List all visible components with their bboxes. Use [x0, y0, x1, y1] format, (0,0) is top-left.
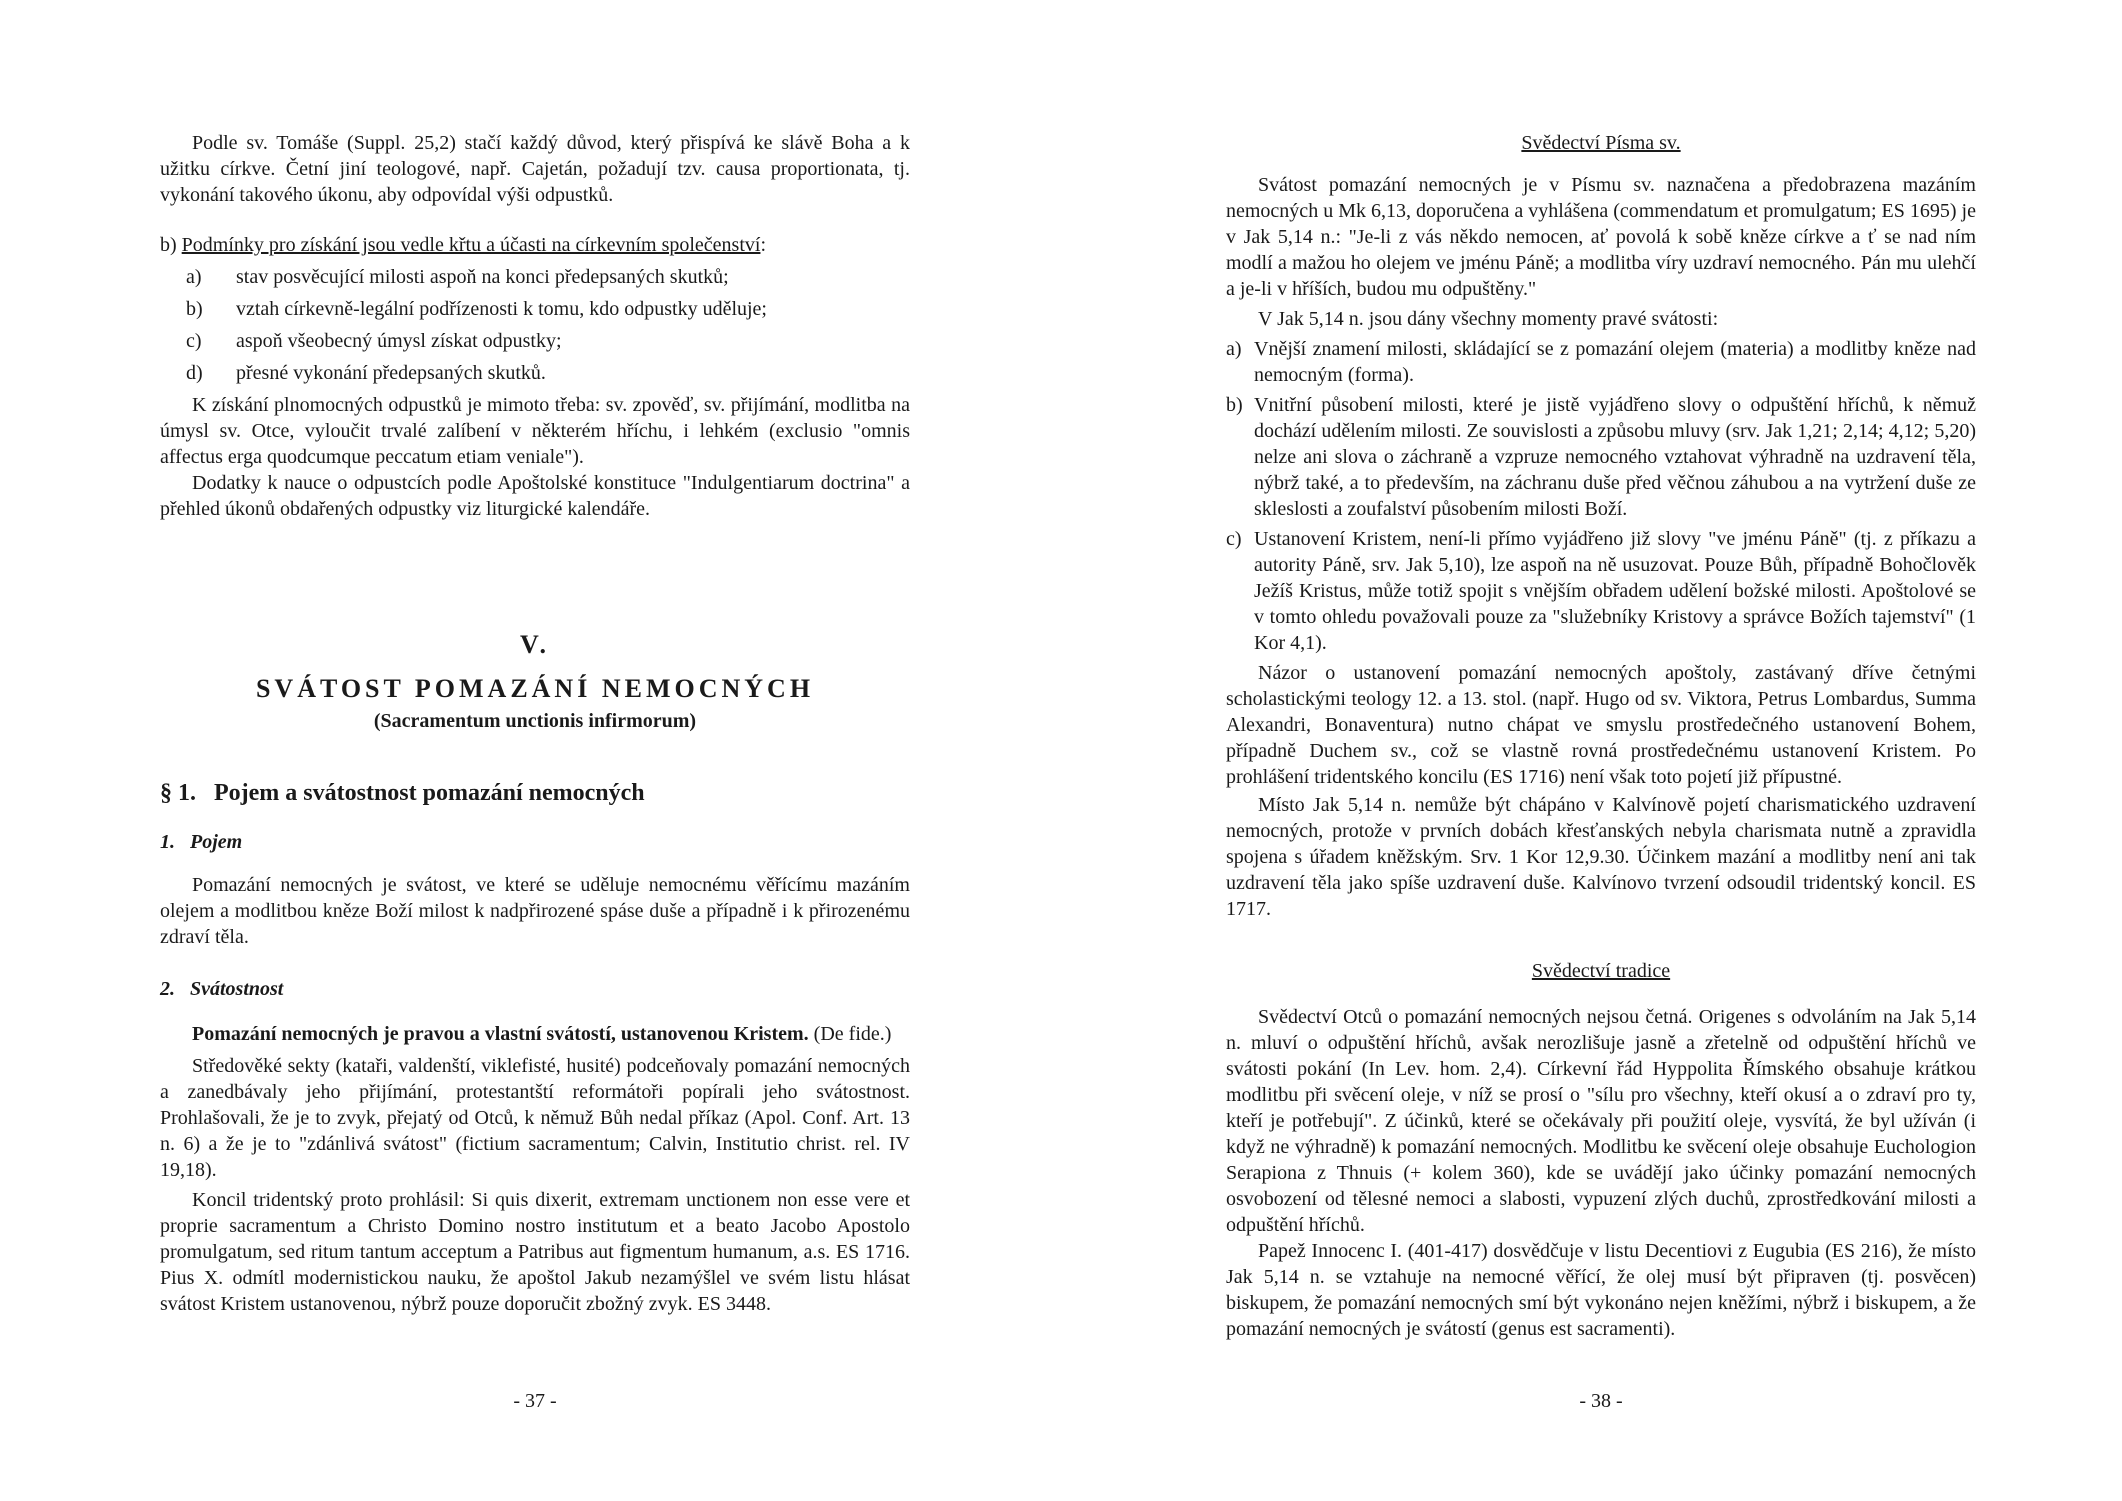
list-item: c) Ustanovení Kristem, není-li přímo vyjádřeno již slovy "ve jménu Páně" (tj. z příkazu a autority Páně, srv. Jak 5,10), lze aspoň na ně usuzovat. Pouze Bůh, případně Bohočlověk Ježíš Kristus, může totiž spojit s vnějším obřadem udělení božské milosti. Apoštolové se v tomto ohledu považovali pouze za "služebníky Kristovy a správce Božích tajemství" (1 Kor 4,1). — [1226, 528, 1976, 654]
right-page — [1226, 0, 1976, 1501]
page-number: - 37 - — [513, 1390, 557, 1412]
heading-scripture: Svědectví Písma sv. — [1521, 132, 1681, 154]
sects-paragraph: Středověké sekty (kataři, valdenští, viklefisté, husité) podceňovaly pomazání nemocných a zanedbávaly jeho přijímání, protestantští reformátoři popírali jeho svátostnost. Prohlašovali, že je to zvyk, přejatý od Otců, k němuž Bůh nedal příkaz (Apol. Conf. Art. 13 n. 6) a že je to "zdánlivá svátost" (fictium sacramentum; Calvin, Institutio christ. rel. IV 19,18). — [160, 1055, 910, 1181]
intro-paragraph: Podle sv. Tomáše (Suppl. 25,2) stačí každý důvod, který přispívá ke slávě Boha a k užitku církve. Četní jiní teologové, např. Cajetán, požadují tzv. causa proportionata, tj. vykonání takového úkonu, aby odpovídal výši odpustků. — [160, 132, 910, 206]
subheading-svatostnost: 2. Svátostnost — [160, 978, 284, 1000]
conditions-heading: b) Podmínky pro získání jsou vedle křtu a účasti na církevním společenství: — [160, 234, 767, 256]
scripture-paragraph: Svátost pomazání nemocných je v Písmu sv. naznačena a předobrazena mazáním nemocných u Mk 6,13, doporučena a vyhlášena (commendatum et promulgatum; ES 1695) je v Jak 5,14 n.: "Je-li z vás někdo nemocen, ať povolá k sobě kněze církve a ť se nad ním modlí a mažou ho olejem ve jménu Páně; a modlitba víry uzdraví nemocného. Pán mu ulehčí a je-li v hříších, budou mu odpuštěny." — [1226, 174, 1976, 300]
thesis-paragraph: Pomazání nemocných je pravou a vlastní svátostí, ustanovenou Kristem. (De fide.) — [192, 1023, 892, 1045]
page-number: - 38 - — [1579, 1390, 1623, 1412]
left-page — [160, 0, 910, 1501]
council-paragraph: Koncil tridentský proto prohlásil: Si quis dixerit, extremam unctionem non esse vere et proprie sacramentum a Christo Domino nostro institutum et a beato Jacobo Apostolo promulgatum, sed ritum tantum acceptum a Patribus aut figmentum humanum, a.s. ES 1716. Pius X. odmítl modernistickou nauku, že apoštol Jakub nezamýšlel ve svém listu hlásat svátost Kristem ustanovenou, nýbrž pouze doporučit zbožný zvyk. ES 3448. — [160, 1189, 910, 1315]
moments-list — [1226, 336, 1976, 656]
subheading-pojem: 1. Pojem — [160, 831, 243, 853]
chapter-subtitle: (Sacramentum unctionis infirmorum) — [373, 710, 697, 732]
list-item: a) stav posvěcující milosti aspoň na konci předepsaných skutků; — [186, 266, 729, 288]
chapter-title: SVÁTOST POMAZÁNÍ NEMOCNÝCH — [255, 674, 815, 703]
fathers-paragraph: Svědectví Otců o pomazání nemocných nejsou četná. Origenes s odvoláním na Jak 5,14 n. mluví o odpuštění hříchů, avšak nerozlišuje jasně a zřetelně od odpuštění hříchů ve svátosti pokání (In Lev. hom. 2,4). Církevní řád Hyppolita Římského obsahuje krátkou modlitbu při svěcení oleje, v níž se prosí o "sílu pro všechny, kteří okusí a o zdraví pro ty, kteří je potřebují". Z účinků, které se očekávaly při použití oleje, vysvítá, že byl užíván (i když ne výhradně) k pomazání nemocných. Modlitbu ke svěcení oleje obsahuje Euchologion Serapiona z Thnuis (+ kolem 360), kde se uvádějí jako účinky pomazání nemocných osvobození od tělesné nemoci a slabosti, vypuzení zlých duchů, zprostředkování milosti a odpuštění hříchů. — [1226, 1006, 1976, 1236]
opinion-paragraph: Názor o ustanovení pomazání nemocných apoštoly, zastávaný dříve četnými scholastickými teology 12. a 13. stol. (např. Hugo od sv. Viktora, Petrus Lombardus, Summa Alexandri, Bonaventura) nutno chápat ve smyslu prostředečného ustanovení Bohem, případně Duchem sv., což se vlastně rovná prostředečnému ustanovení Kristem. Po prohlášení tridentského koncilu (ES 1716) není však toto pojetí již přípustné. — [1226, 662, 1976, 788]
list-item: c) aspoň všeobecný úmysl získat odpustky; — [186, 330, 562, 352]
list-item: a) Vnější znamení milosti, skládající se z pomazání olejem (materia) a modlitby kněze nad nemocným (forma). — [1226, 338, 1976, 386]
innocent-paragraph: Papež Innocenc I. (401-417) dosvědčuje v listu Decentiovi z Eugubia (ES 216), že místo Jak 5,14 n. se vztahuje na nemocné věřící, že olej musí být připraven (tj. posvěcen) biskupem, že pomazání nemocných smí být vykonáno nejen kněžími, nýbrž i biskupem, a že pomazání nemocných je svátostí (genus est sacramenti). — [1226, 1240, 1976, 1340]
plenary-indulgence-paragraph: K získání plnomocných odpustků je mimoto třeba: sv. zpověď, sv. přijímání, modlitba na úmysl sv. Otce, vyloučit trvalé zalíbení v některém hříchu, i lehkém (exclusio "omnis affectus erga quodcumque peccatum etiam veniale"). — [160, 394, 910, 468]
list-item: b) Vnitřní působení milosti, které je jistě vyjádřeno slovy o odpuštění hříchů, k němuž dochází udělením milosti. Ze souvislosti a způsobu mluvy (srv. Jak 1,21; 2,14; 4,12; 5,20) nelze ani slova o záchraně a vzpruze nemocného vztahovat výhradně na uzdravení těla, nýbrž také, a to především, na záchranu duše před věčnou záhubou a na vytržení duše ze skleslosti a zoufalství působením milosti Boží. — [1226, 394, 1976, 520]
pojem-paragraph: Pomazání nemocných je svátost, ve které se uděluje nemocnému věřícímu mazáním olejem a modlitbou kněze Boží milost k nadpřirozené spáse duše a případně i k přirozenému zdraví těla. — [160, 874, 910, 948]
supplements-paragraph: Dodatky k nauce o odpustcích podle Apoštolské konstituce "Indulgentiarum doctrina" a přehled úkonů obdařených odpustky viz liturgické kalendáře. — [160, 472, 910, 520]
calvin-paragraph: Místo Jak 5,14 n. nemůže být chápáno v Kalvínově pojetí charismatického uzdravení nemocných, protože v prvních dobách křesťanských nebyla charismata nutně a zpravidla spojena s úřadem kněžským. Srv. 1 Kor 12,9.30. Účinkem mazání a modlitby není ani tak uzdravení těla jako spíše uzdravení duše. Kalvínovo tvrzení odsoudil tridentský koncil. ES 1717. — [1226, 794, 1976, 920]
section-heading: § 1. Pojem a svátostnost pomazání nemocných — [160, 780, 645, 806]
chapter-number: V. — [520, 630, 550, 659]
heading-tradition: Svědectví tradice — [1531, 960, 1671, 982]
conditions-list — [160, 264, 910, 386]
list-item: b) vztah církevně-legální podřízenosti k tomu, kdo odpustky uděluje; — [186, 298, 767, 320]
list-item: d) přesné vykonání předepsaných skutků. — [186, 362, 546, 384]
moments-intro: V Jak 5,14 n. jsou dány všechny momenty pravé svátosti: — [1258, 308, 1719, 330]
